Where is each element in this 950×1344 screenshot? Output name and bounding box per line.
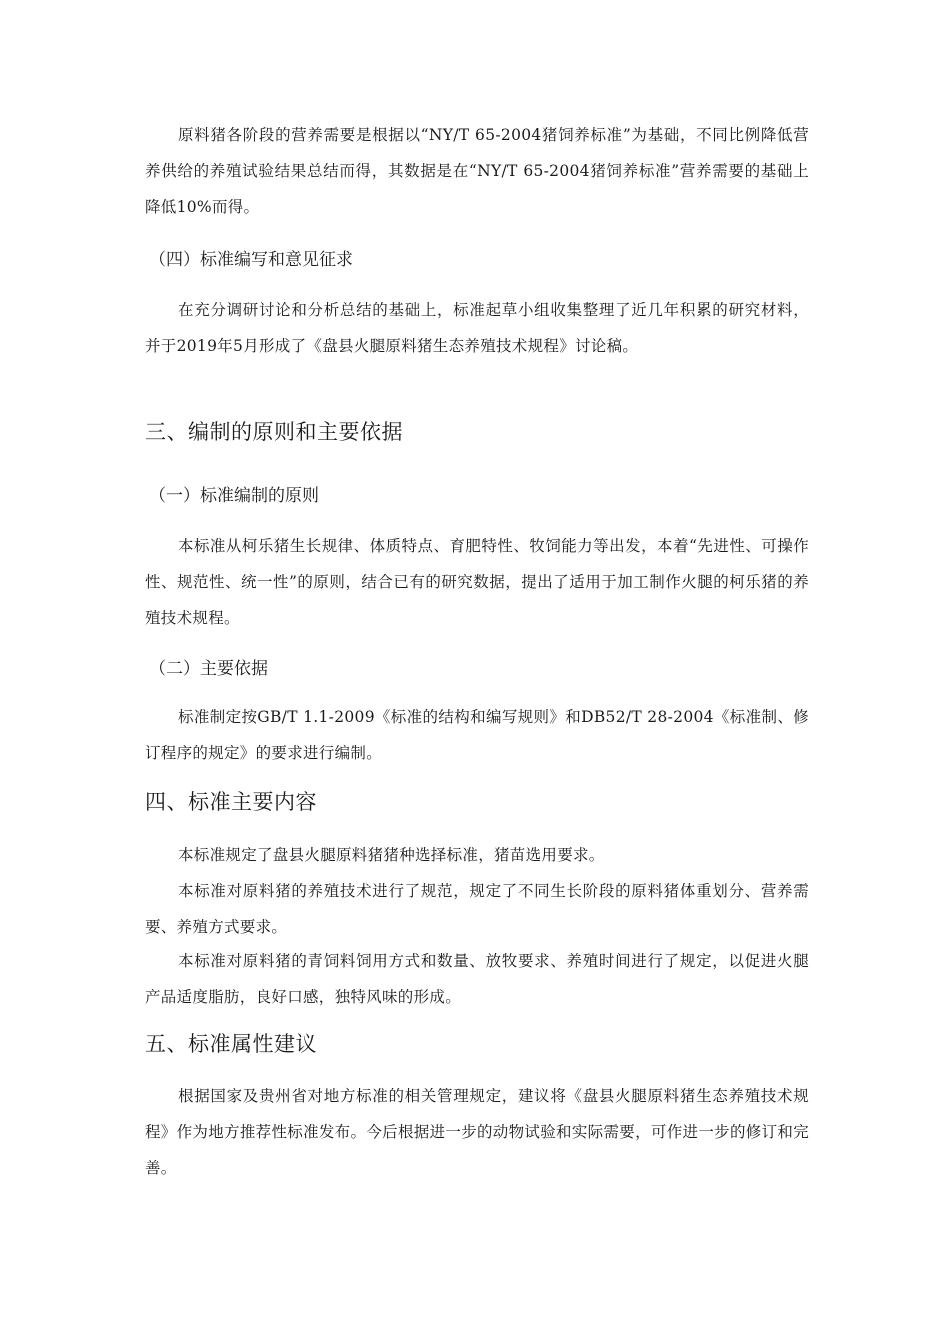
section-3-2-heading: （二）主要依据	[149, 659, 268, 679]
section-5-heading: 五、标准属性建议	[145, 1032, 317, 1056]
intro-paragraph: 原料猪各阶段的营养需要是根据以“NY/T 65-2004猪饲养标准”为基础，不同比例降低营养供给的养殖试验结果总结而得，其数据是在“NY/T 65-2004猪饲养标准”营养需要的基础上降低10%而得。	[145, 126, 809, 216]
section-3-2-paragraph: 标准制定按GB/T 1.1-2009《标准的结构和编写规则》和DB52/T 28-2004《标准制、修订程序的规定》的要求进行编制。	[145, 708, 809, 762]
section-4-heading: 四、标准主要内容	[145, 790, 317, 814]
section-4-paragraph-2: 本标准对原料猪的养殖技术进行了规范，规定了不同生长阶段的原料猪体重划分、营养需要、养殖方式要求。	[145, 882, 809, 936]
section-3-heading: 三、编制的原则和主要依据	[145, 420, 403, 444]
section-2-4-heading: （四）标准编写和意见征求	[149, 250, 353, 270]
section-3-1-paragraph: 本标准从柯乐猪生长规律、体质特点、育肥特性、牧饲能力等出发，本着“先进性、可操作性、规范性、统一性”的原则，结合已有的研究数据，提出了适用于加工制作火腿的柯乐猪的养殖技术规程。	[145, 537, 809, 627]
section-4-paragraph-3: 本标准对原料猪的青饲料饲用方式和数量、放牧要求、养殖时间进行了规定，以促进火腿产品适度脂肪，良好口感，独特风味的形成。	[145, 952, 809, 1006]
section-4-paragraph-1: 本标准规定了盘县火腿原料猪猪种选择标准，猪苗选用要求。	[178, 846, 605, 864]
section-3-1-heading: （一）标准编制的原则	[149, 486, 319, 506]
section-5-paragraph: 根据国家及贵州省对地方标准的相关管理规定，建议将《盘县火腿原料猪生态养殖技术规程》作为地方推荐性标准发布。今后根据进一步的动物试验和实际需要，可作进一步的修订和完善。	[145, 1087, 809, 1177]
section-2-4-paragraph: 在充分调研讨论和分析总结的基础上，标准起草小组收集整理了近几年积累的研究材料，并于2019年5月形成了《盘县火腿原料猪生态养殖技术规程》讨论稿。	[145, 301, 809, 355]
